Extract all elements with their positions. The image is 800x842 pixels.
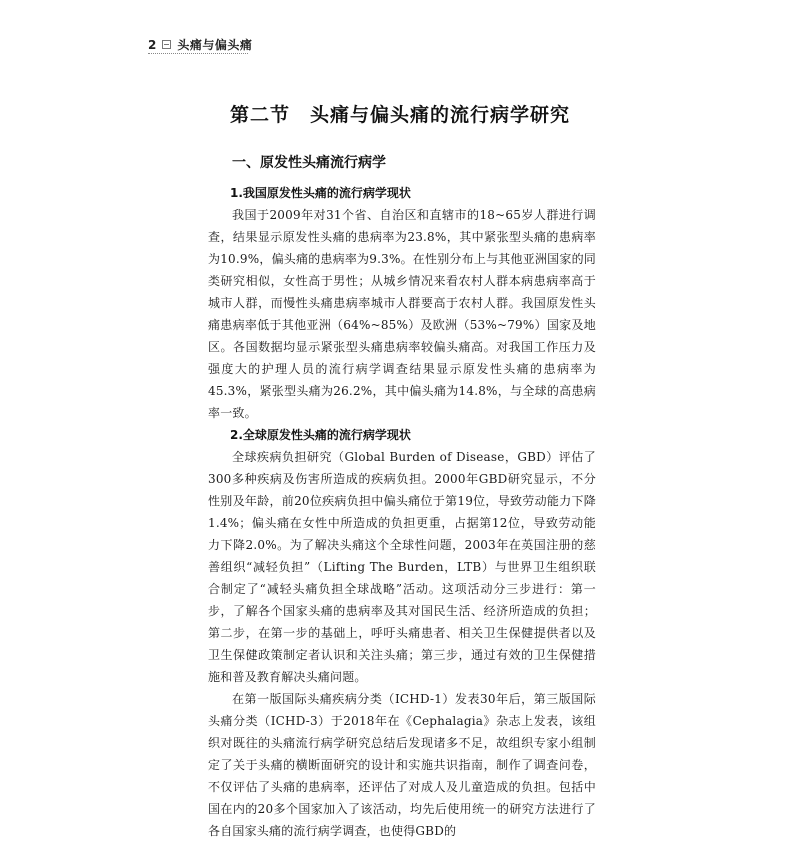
heading-primary-headache-epidemiology: 一、原发性头痛流行病学 — [232, 155, 386, 171]
subsection-heading-global: 2.全球原发性头痛的流行病学现状 — [230, 428, 411, 442]
subsection-heading-china: 1.我国原发性头痛的流行病学现状 — [230, 186, 411, 200]
running-title: 头痛与偏头痛 — [177, 38, 253, 52]
body-text — [208, 182, 596, 842]
paragraph-global-1: 全球疾病负担研究（Global Burden of Disease，GBD）评估了300多种疾病及伤害所造成的疾病负担。2000年GBD研究显示，不分性别及年龄，前20位疾病负担中偏头痛位于第19位，导致劳动能力下降1.4%；偏头痛在女性中所造成的负担更重，占据第12位，导致劳动能力下降2.0%。为了解决头痛这个全球性问题，2003年在英国注册的慈善组织“减轻负担”（Lifting The Burden，LTB）与世界卫生组织联合制定了“减轻头痛负担全球战略”活动。这项活动分三步进行：第一步，了解各个国家头痛的患病率及其对国民生活、经济所造成的负担；第二步，在第一步的基础上，呼吁头痛患者、相关卫生保健提供者以及卫生保健政策制定者认识和关注头痛；第三步，通过有效的卫生保健措施和普及教育解决头痛问题。 — [208, 450, 596, 684]
running-header — [148, 36, 252, 53]
page-number: 2 — [148, 37, 157, 52]
chapter-box-icon — [162, 40, 171, 49]
paragraph-china: 我国于2009年对31个省、自治区和直辖市的18~65岁人群进行调查，结果显示原发性头痛的患病率为23.8%，其中紧张型头痛的患病率为10.9%，偏头痛的患病率为9.3%。在性别分布上与其他亚洲国家的同类研究相似，女性高于男性；从城乡情况来看农村人群本病患病率高于城市人群，而慢性头痛患病率城市人群要高于农村人群。我国原发性头痛患病率低于其他亚洲（64%~85%）及欧洲（53%~79%）国家及地区。各国数据均显示紧张型头痛患病率较偏头痛高。对我国工作压力及强度大的护理人员的流行病学调查结果显示原发性头痛的患病率为45.3%，紧张型头痛为26.2%，其中偏头痛为14.8%，与全球的高患病率一致。 — [208, 208, 596, 420]
header-rule — [148, 53, 248, 54]
section-title: 第二节 头痛与偏头痛的流行病学研究 — [229, 104, 570, 126]
paragraph-global-2: 在第一版国际头痛疾病分类（ICHD-1）发表30年后，第三版国际头痛分类（ICHD-3）于2018年在《Cephalagia》杂志上发表，该组织对既往的头痛流行病学研究总结后发现诸多不足，故组织专家小组制定了关于头痛的横断面研究的设计和实施共识指南，制作了调查问卷，不仅评估了头痛的患病率，还评估了对成人及儿童造成的负担。包括中国在内的20多个国家加入了该活动，均先后使用统一的研究方法进行了各自国家头痛的流行病学调查，也使得GBD的 — [208, 692, 596, 838]
